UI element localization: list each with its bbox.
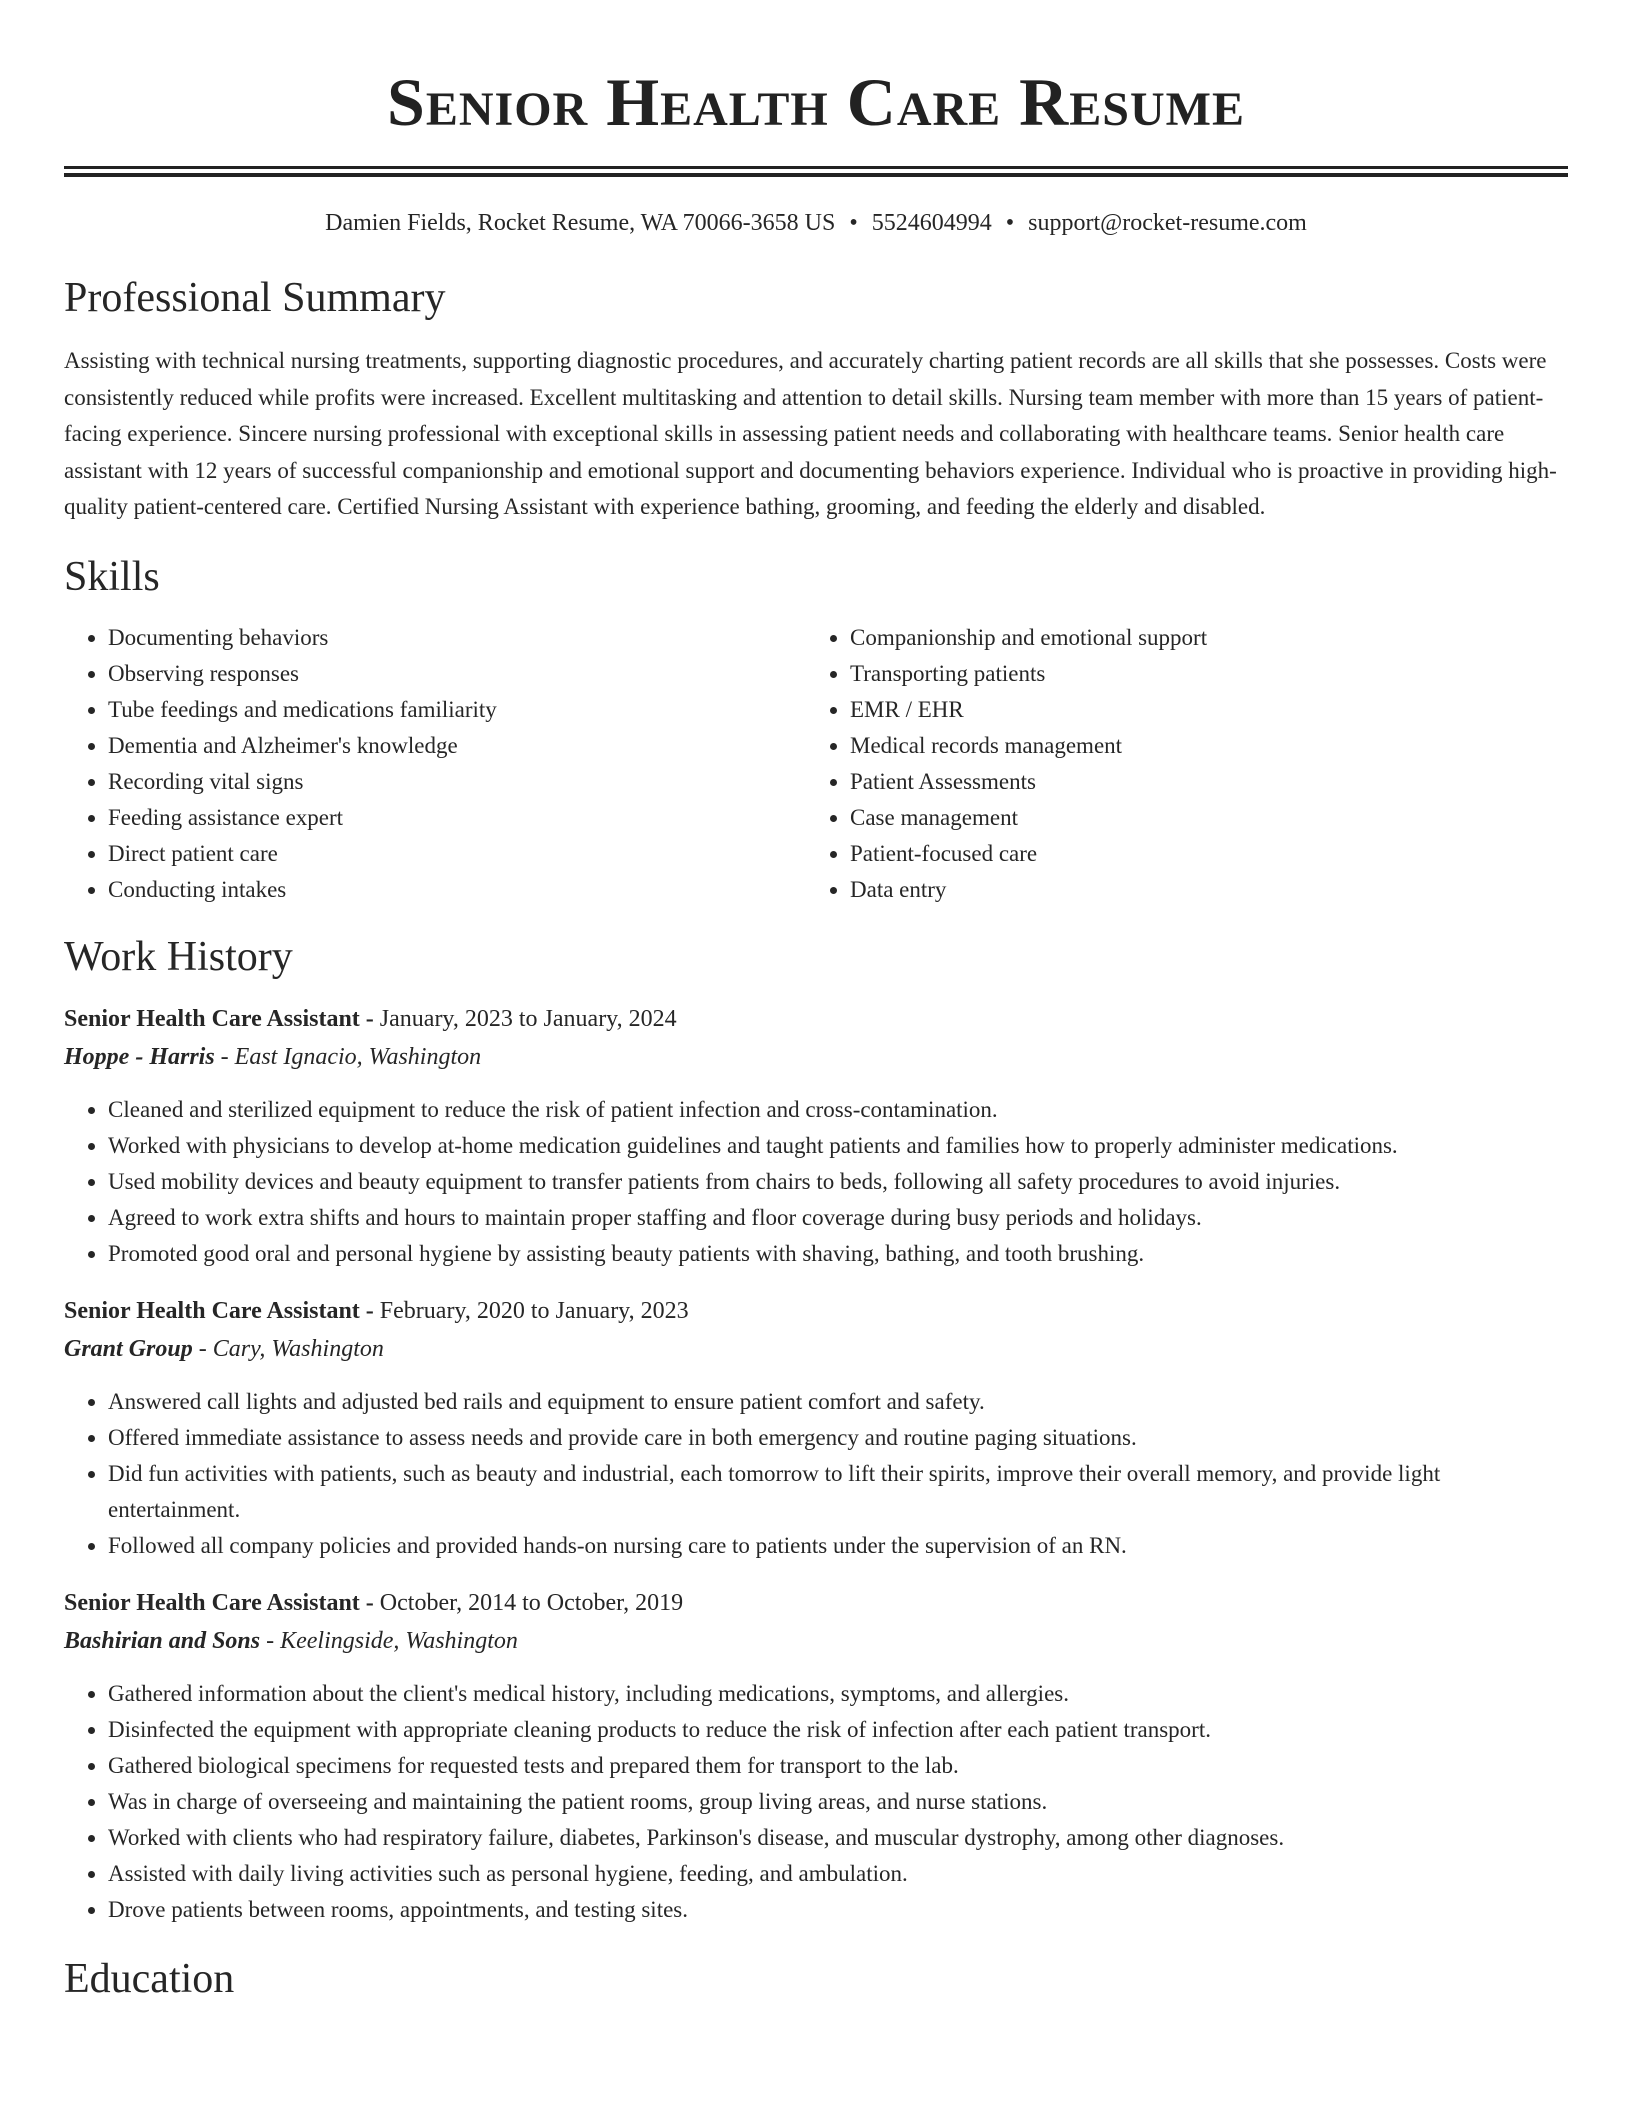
job-dates: October, 2014 to October, 2019 xyxy=(379,1589,684,1616)
job-bullet: • Used mobility devices and beauty equipment to transfer patients from chairs to beds, following all safety procedures to avoid injuries. xyxy=(108,1164,1568,1200)
job-bullet: • Agreed to work extra shifts and hours to maintain proper staffing and floor coverage during busy periods and holidays. xyxy=(108,1200,1568,1236)
contact-separator: • xyxy=(1005,210,1015,236)
skills-list xyxy=(64,620,1568,908)
skill-item: • Medical records management xyxy=(850,728,1548,764)
skill-item: • Documenting behaviors xyxy=(108,620,806,656)
job-title: Senior Health Care Assistant xyxy=(64,1005,360,1032)
job-location: Cary, Washington xyxy=(212,1335,384,1362)
job-bullet: • Worked with physicians to develop at-home medication guidelines and taught patients and families how to properly administer medications. xyxy=(108,1128,1568,1164)
job-title-line: Senior Health Care Assistant - October, 2014 to October, 2019 xyxy=(64,1589,684,1616)
contact-email: support@rocket-resume.com xyxy=(1028,210,1307,236)
job-entry xyxy=(64,1000,1568,1272)
job-title-line: Senior Health Care Assistant - February, 2020 to January, 2023 xyxy=(64,1297,689,1324)
job-location: Keelingside, Washington xyxy=(280,1627,518,1654)
job-location: East Ignacio, Washington xyxy=(234,1043,482,1070)
job-dates: February, 2020 to January, 2023 xyxy=(379,1297,689,1324)
job-entry xyxy=(64,1292,1568,1564)
contact-separator: • xyxy=(849,210,858,236)
skills-column-right xyxy=(806,620,1548,908)
skill-item: • Tube feedings and medications familiarity xyxy=(108,692,806,728)
job-company-line: Hoppe - Harris - East Ignacio, Washington xyxy=(64,1043,482,1070)
skill-item: • EMR / EHR xyxy=(850,692,1548,728)
job-bullet: • Offered immediate assistance to assess needs and provide care in both emergency and routine paging situations. xyxy=(108,1420,1568,1456)
skill-item: • Patient Assessments xyxy=(850,764,1548,800)
job-bullets xyxy=(64,1092,1568,1272)
job-bullet: • Answered call lights and adjusted bed rails and equipment to ensure patient comfort and safety. xyxy=(108,1384,1568,1420)
skill-item: • Patient-focused care xyxy=(850,836,1548,872)
job-bullet: • Promoted good oral and personal hygiene by assisting beauty patients with shaving, bathing, and tooth brushing. xyxy=(108,1236,1568,1272)
job-bullet: • Cleaned and sterilized equipment to reduce the risk of patient infection and cross-contamination. xyxy=(108,1092,1568,1128)
job-bullet: • Followed all company policies and provided hands-on nursing care to patients under the supervision of an RN. xyxy=(108,1528,1568,1564)
job-bullet: • Drove patients between rooms, appointments, and testing sites. xyxy=(108,1892,1568,1928)
work-history-heading: Work History xyxy=(64,933,293,980)
job-company: Hoppe - Harris xyxy=(64,1043,215,1070)
skills-heading: Skills xyxy=(64,553,160,600)
job-bullet: • Worked with clients who had respiratory failure, diabetes, Parkinson's disease, and muscular dystrophy, among other diagnoses. xyxy=(108,1820,1568,1856)
skill-item: • Direct patient care xyxy=(108,836,806,872)
skill-item: • Observing responses xyxy=(108,656,806,692)
job-bullet: • Gathered biological specimens for requested tests and prepared them for transport to the lab. xyxy=(108,1748,1568,1784)
skill-item: • Feeding assistance expert xyxy=(108,800,806,836)
job-bullet: • Was in charge of overseeing and maintaining the patient rooms, group living areas, and nurse stations. xyxy=(108,1784,1568,1820)
skill-item: • Case management xyxy=(850,800,1548,836)
contact-address: Damien Fields, Rocket Resume, WA 70066-3658 US xyxy=(325,210,836,236)
skill-item: • Transporting patients xyxy=(850,656,1548,692)
job-title: Senior Health Care Assistant xyxy=(64,1589,360,1616)
job-bullets xyxy=(64,1676,1568,1928)
skill-item: • Data entry xyxy=(850,872,1548,908)
resume-page xyxy=(64,0,1568,2004)
skill-item: • Companionship and emotional support xyxy=(850,620,1548,656)
job-entry xyxy=(64,1584,1568,1928)
resume-title: Senior Health Care Resume xyxy=(387,64,1245,140)
summary-text: Assisting with technical nursing treatments, supporting diagnostic procedures, and accurately charting patient records are all skills that she possesses. Costs were consistently reduced while profits were increased. Excellent multitasking and attention to detail skills. Nursing team member with more than 15 years of patient-facing experience. Sincere nursing professional with exceptional skills in assessing patient needs and collaborating with healthcare teams. Senior health care assistant with 12 years of successful companionship and emotional support and documenting behaviors experience. Individual who is proactive in providing high-quality patient-centered care. Certified Nursing Assistant with experience bathing, grooming, and feeding the elderly and disabled. xyxy=(64,348,1557,519)
skill-item: • Dementia and Alzheimer's knowledge xyxy=(108,728,806,764)
skill-item: • Conducting intakes xyxy=(108,872,806,908)
title-divider xyxy=(64,166,1568,177)
skill-item: • Recording vital signs xyxy=(108,764,806,800)
job-bullet: • Assisted with daily living activities such as personal hygiene, feeding, and ambulation. xyxy=(108,1856,1568,1892)
job-company: Grant Group xyxy=(64,1335,193,1362)
job-bullet: • Disinfected the equipment with appropriate cleaning products to reduce the risk of infection after each patient transport. xyxy=(108,1712,1568,1748)
job-title-line: Senior Health Care Assistant - January, 2023 to January, 2024 xyxy=(64,1005,677,1032)
job-title: Senior Health Care Assistant xyxy=(64,1297,360,1324)
job-bullet: • Gathered information about the client's medical history, including medications, symptoms, and allergies. xyxy=(108,1676,1568,1712)
education-heading: Education xyxy=(64,1955,235,2002)
job-company-line: Grant Group - Cary, Washington xyxy=(64,1335,384,1362)
job-bullets xyxy=(64,1384,1568,1564)
job-company-line: Bashirian and Sons - Keelingside, Washington xyxy=(64,1627,518,1654)
job-company: Bashirian and Sons xyxy=(64,1627,261,1654)
job-bullet: • Did fun activities with patients, such as beauty and industrial, each tomorrow to lift their spirits, improve their overall memory, and provide light entertainment. xyxy=(108,1456,1568,1528)
contact-line xyxy=(64,207,1568,239)
job-dates: January, 2023 to January, 2024 xyxy=(379,1005,677,1032)
summary-heading: Professional Summary xyxy=(64,275,446,321)
skills-column-left xyxy=(64,620,806,908)
contact-phone: 5524604994 xyxy=(871,210,992,236)
